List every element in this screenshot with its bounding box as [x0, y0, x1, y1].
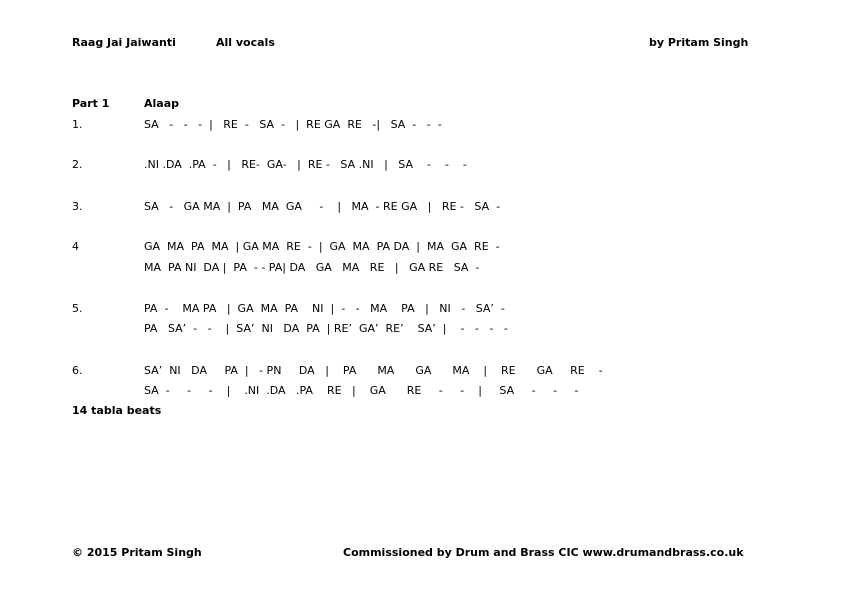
line-number: 1.	[72, 118, 83, 131]
notation-row: PA SA’ - - | SA’ NI DA PA | RE’ GA’ RE’ SA’ | - - - -	[144, 322, 508, 335]
part-name: Alaap	[144, 97, 180, 110]
notation-row: SA’ NI DA PA | - PN DA | PA MA GA MA | RE GA RE -	[144, 364, 603, 377]
notation-row: GA MA PA MA | GA MA RE - | GA MA PA DA | MA GA RE -	[144, 240, 500, 253]
line-number: 6.	[72, 364, 83, 377]
notation-row: MA PA NI DA | PA - - PA| DA GA MA RE | GA RE SA -	[144, 261, 480, 274]
author: by Pritam Singh	[649, 36, 749, 49]
line-number: 3.	[72, 200, 83, 213]
song-title: Raag Jai Jaiwanti	[72, 36, 176, 49]
notation-row: SA - - - | .NI .DA .PA RE | GA RE - - | SA - - -	[144, 384, 579, 397]
notation-row: PA - MA PA | GA MA PA NI | - - MA PA | NI - SA’ -	[144, 302, 505, 315]
notation-row: .NI .DA .PA - | RE- GA- | RE - SA .NI | SA - - -	[144, 158, 467, 171]
line-number: 5.	[72, 302, 83, 315]
line-number: 2.	[72, 158, 83, 171]
part-label: Part 1	[72, 97, 110, 110]
line-number: 4	[72, 240, 79, 253]
notation-row: SA - - - | RE - SA - | RE GA RE -| SA - - -	[144, 118, 442, 131]
copyright: © 2015 Pritam Singh	[72, 546, 202, 559]
tabla-beats-note: 14 tabla beats	[72, 404, 162, 417]
commission-credit: Commissioned by Drum and Brass CIC www.drumandbrass.co.uk	[343, 546, 744, 559]
song-subtitle: All vocals	[216, 36, 275, 49]
notation-row: SA - GA MA | PA MA GA - | MA - RE GA | RE - SA -	[144, 200, 501, 213]
